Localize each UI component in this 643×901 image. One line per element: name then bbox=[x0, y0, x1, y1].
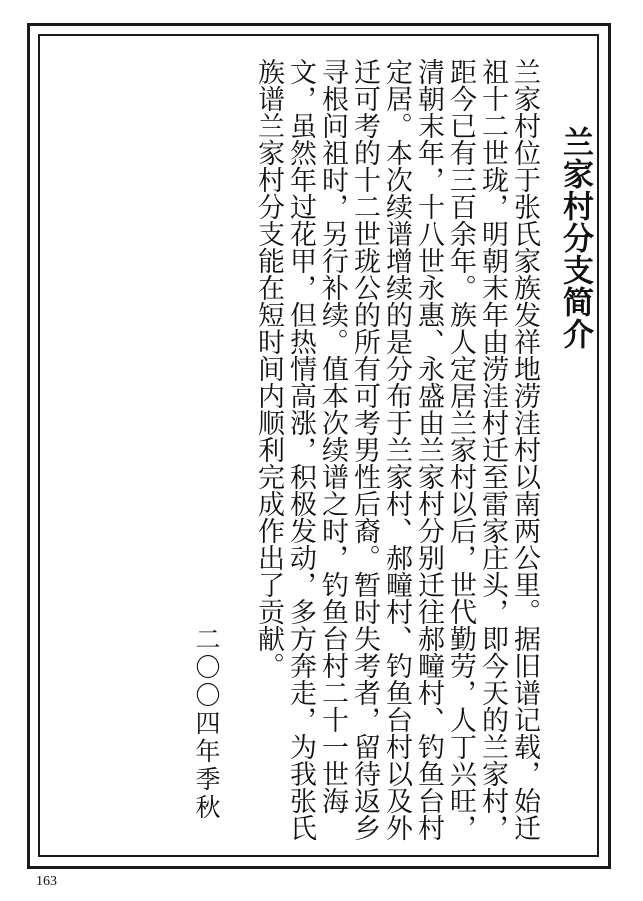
date-line: 二〇〇四年季秋 bbox=[192, 626, 221, 822]
body-text: 兰家村位于张氏家族发祥地涝洼村以南两公里。据旧谱记载，始迁祖十二世珑，明朝末年由涝洼村迁至雷家庄头，即今天的兰家村，距今已有三百余年。族人定居兰家村以后，世代勤劳，人丁兴旺，清朝末年，十八世永惠、永盛由兰家村分别迁往郝疃村、钓鱼台村定居。本次续谱增续的是分布于兰家村、郝疃村、钓鱼台村以及外迁可考的十二世珑公的所有可考男性后裔。暂时失考者，留待返乡寻根问祖时，另行补续。值本次续谱之时，钓鱼台村二十一世海文，虽然年过花甲，但热情高涨，积极发动，多方奔走，为我张氏族谱兰家村分支能在短时间内顺利完成作出了贡献。 bbox=[253, 58, 540, 841]
page-number: 163 bbox=[36, 874, 57, 889]
section-title: 兰家村分支简介 bbox=[557, 126, 593, 350]
